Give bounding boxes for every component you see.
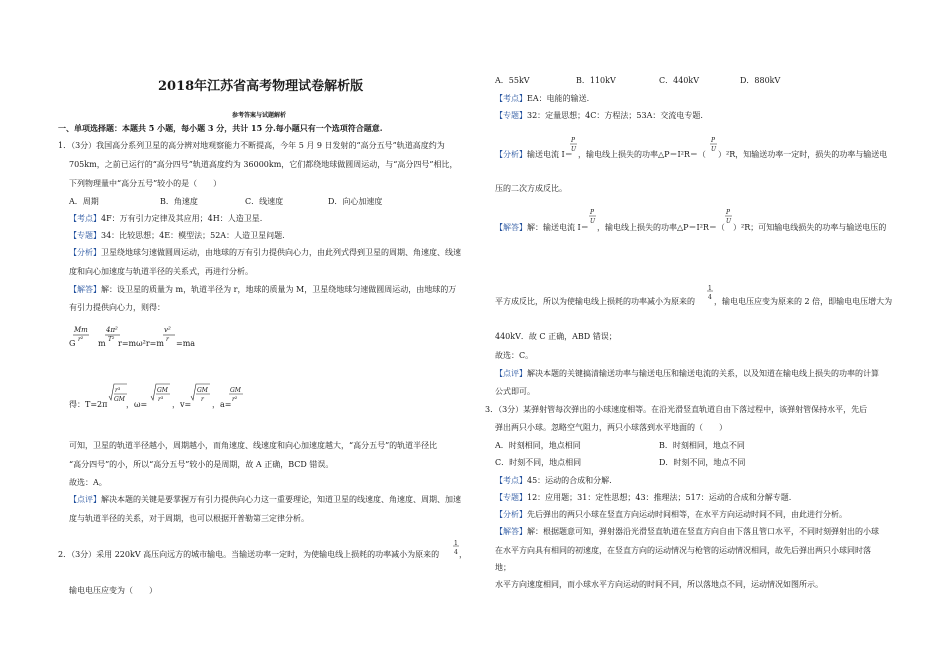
q2-zhuanti <box>495 110 703 121</box>
formula2-gm4: GM <box>230 387 241 394</box>
q1-zhuanti <box>69 230 285 241</box>
fenxi-frac1-num: P <box>571 137 576 144</box>
q2-jieda-line2b: ，输电电压应变为原来的 2 倍，即输电电压增大为 <box>714 297 893 306</box>
q1-option-b: B．角速度 <box>160 197 198 206</box>
kaodian-tag: 【考点】 <box>495 94 527 103</box>
q3-jieda-line3: 地； <box>495 563 511 572</box>
q1-dianping-line1 <box>69 494 461 505</box>
q1-option-d: D．向心加速度 <box>328 197 383 206</box>
q3-stem-line1: 3．（3分）某弹射管每次弹出的小球速度相等。在沿光滑竖直轨道自由下落过程中，该弹射管保持水平，先后 <box>485 405 868 414</box>
q3-jieda-line2: 在水平方向具有相同的初速度，在竖直方向的运动情况与枪管的运动情况相同，故先后弹出两只小球同时落 <box>495 546 871 555</box>
kaodian-text: 4F：万有引力定律及其应用；4H：人造卫星. <box>101 214 263 223</box>
q1-jieda-line1 <box>69 284 456 295</box>
fenxi-frac1-den: U <box>571 146 577 153</box>
formula1-den1: r² <box>78 336 84 343</box>
q2-option-b: B．110kV <box>576 76 616 85</box>
kaodian-text: EA：电能的输送. <box>527 94 590 103</box>
q1-stem-line1: 1．（3分）我国高分系列卫星的高分辨对地观察能力不断提高，今年 5 月 9 日发射的“高分五号”轨道高度约为 <box>58 141 445 150</box>
fenxi-frac2-den: U <box>711 146 717 153</box>
q2-kaodian <box>495 93 589 104</box>
q1-answer-line2: “高分四号”的小，所以“高分五号”较小的是周期，故 A 正确，BCD 错误。 <box>69 460 334 469</box>
q2-frac-den: 4 <box>454 549 458 556</box>
q2-jieda-line2a: 平方成反比，所以为使输电线上损耗的功率减小为原来的 <box>495 297 695 306</box>
q2-frac-num: 1 <box>454 540 458 547</box>
formula1-num3: v² <box>164 326 171 334</box>
q1-stem-line2: 705km，之前已运行的“高分四号”轨道高度约为 36000km，它们都绕地球做圆周运动，与“高分四号”相比， <box>69 160 458 169</box>
q1-fenxi-line2: 度和向心加速度与轨道半径的关系式，再进行分析。 <box>69 267 253 276</box>
formula1-den2: T² <box>108 336 115 343</box>
formula1-m: m <box>98 339 106 348</box>
q2-dianping-line1 <box>495 368 879 379</box>
jieda-frac1-num: P <box>590 209 595 216</box>
q1-jieda-line2: 有引力提供向心力，则得： <box>69 303 165 312</box>
formula1-g: G <box>69 339 76 348</box>
zhuanti-tag: 【专题】 <box>495 493 527 502</box>
dianping-text: 解决本题的关键搞清输送功率与输送电压和输送电流的关系，以及知道在输电线上损失的功率的计算 <box>527 369 879 378</box>
dianping-tag: 【点评】 <box>495 369 527 378</box>
jieda-frac2-den: U <box>726 218 732 225</box>
jieda-frac2-num: P <box>726 209 731 216</box>
q2-fenxi-line2: 压的二次方成反比。 <box>495 184 567 193</box>
formula2-gm2: GM <box>157 387 168 394</box>
zhuanti-text: 12：应用题；31：定性思想；43：推理法；517：运动的合成和分解专题. <box>527 493 792 502</box>
zhuanti-tag: 【专题】 <box>495 111 527 120</box>
jieda-tag: 【解答】 <box>495 223 527 232</box>
formula2-r3: r³ <box>115 387 121 394</box>
fenxi-tag: 【分析】 <box>495 150 527 159</box>
jieda-text: 解：根据题意可知，弹射器沿光滑竖直轨道在竖直方向自由下落且管口水平，不同时刻弹射出的小球 <box>527 527 879 536</box>
formula1-mid: r=mω²r=m <box>118 339 164 348</box>
q3-option-c: C．时刻不同，地点相同 <box>495 458 582 467</box>
q1-kaodian <box>69 213 262 224</box>
jieda-text-a: 解：输送电流 I＝ <box>527 223 589 232</box>
q2-option-d: D．880kV <box>740 76 781 85</box>
formula2-omega: ，ω= <box>126 400 148 409</box>
formula1-num1: Mm <box>74 326 88 334</box>
jieda-tag: 【解答】 <box>69 285 101 294</box>
jieda-quarter-den: 4 <box>708 294 712 301</box>
fenxi-text: 先后弹出的两只小球在竖直方向运动时间相等，在水平方向运动时间不同，由此进行分析。 <box>527 510 847 519</box>
formula2-t: 得：T=2π <box>69 400 108 409</box>
kaodian-text: 45：运动的合成和分解. <box>527 476 612 485</box>
fenxi-tag: 【分析】 <box>69 248 101 257</box>
q1-answer-line1: 可知，卫星的轨道半径越小，周期越小，而角速度、线速度和向心加速度越大，“高分五号”的轨道半径比 <box>69 441 438 450</box>
formula2-r3b: r³ <box>158 396 164 403</box>
q2-fenxi-a <box>495 149 573 160</box>
formula2-v: ，v= <box>172 400 192 409</box>
zhuanti-tag: 【专题】 <box>69 231 101 240</box>
q3-kaodian <box>495 475 612 486</box>
formula1-end: =ma <box>176 339 196 348</box>
q1-fenxi-line1 <box>69 247 461 258</box>
q3-option-d: D．时刻不同，地点不同 <box>659 458 746 467</box>
q2-jieda-line3: 440kV．故 C 正确，ABD 错误； <box>495 332 617 341</box>
document-title: 2018年江苏省高考物理试卷解析版 <box>158 79 364 94</box>
q2-jieda-b: ，输电线上损失的功率△P＝I²R＝（ <box>597 223 725 232</box>
q2-option-a: A．55kV <box>495 76 530 85</box>
q2-jieda-a <box>495 222 589 233</box>
document-subtitle: 参考答案与试题解析 <box>232 112 287 119</box>
fenxi-tag: 【分析】 <box>495 510 527 519</box>
q3-option-a: A．时刻相同，地点相同 <box>495 441 581 450</box>
jieda-frac1-den: U <box>590 218 596 225</box>
zhuanti-text: 34：比较思想；4E：模型法；52A：人造卫星问题. <box>101 231 285 240</box>
q3-fenxi <box>495 509 847 520</box>
q3-option-b: B．时刻相同，地点不同 <box>659 441 745 450</box>
formula1-den3: r <box>166 336 169 343</box>
fenxi-text: 卫星绕地球匀速做圆周运动，由地球的万有引力提供向心力，由此列式得到卫星的周期、角速度、线速 <box>101 248 461 257</box>
fenxi-frac2-num: P <box>711 137 716 144</box>
kaodian-tag: 【考点】 <box>495 476 527 485</box>
q1-stem-line3: 下列物理量中“高分五号”较小的是（ ） <box>69 179 222 188</box>
q1-dianping-line2: 度与轨道半径的关系，对于周期，也可以根据开普勒第三定律分析。 <box>69 514 309 523</box>
fenxi-text-a: 输送电流 I＝ <box>527 150 573 159</box>
q3-zhuanti <box>495 492 791 503</box>
formula2-gm: GM <box>114 396 125 403</box>
formula2-r: r <box>201 396 204 403</box>
q2-option-c: C．440kV <box>659 76 700 85</box>
q1-option-c: C．线速度 <box>245 197 284 206</box>
q3-jieda-line1 <box>495 526 879 537</box>
kaodian-tag: 【考点】 <box>69 214 101 223</box>
formula2-a: ，a= <box>212 400 232 409</box>
q1-choice: 故选：A。 <box>69 478 107 487</box>
zhuanti-text: 32：定量思想；4C：方程法；53A：交流电专题. <box>527 111 703 120</box>
q2-dianping-line2: 公式即可。 <box>495 387 535 396</box>
q3-stem-line2: 弹出两只小球。忽略空气阻力，两只小球落到水平地面的（ ） <box>495 423 727 432</box>
jieda-quarter-num: 1 <box>708 285 712 292</box>
formula2-gm3: GM <box>197 387 208 394</box>
q2-stem-comma: ， <box>459 550 467 559</box>
q2-fenxi-c: ）²R，知输送功率一定时，损失的功率与输送电 <box>718 150 888 159</box>
dianping-tag: 【点评】 <box>69 495 101 504</box>
dianping-text: 解决本题的关键是要掌握万有引力提供向心力这一重要理论，知道卫星的线速度、角速度、周期、加速 <box>101 495 461 504</box>
q1-option-a: A．周期 <box>69 197 99 206</box>
q2-stem-line2: 输电电压应变为（ ） <box>69 586 157 595</box>
q2-jieda-c: ）²R；可知输电线损失的功率与输送电压的 <box>733 223 887 232</box>
formula1-num2: 4π² <box>106 326 118 334</box>
q2-choice: 故选：C。 <box>495 351 534 360</box>
jieda-text: 解：设卫星的质量为 m，轨道半径为 r，地球的质量为 M，卫星绕地球匀速做圆周运动，由地球的万 <box>101 285 457 294</box>
formula2-r2: r² <box>232 396 238 403</box>
jieda-tag: 【解答】 <box>495 527 527 536</box>
q3-jieda-line4: 水平方向速度相同，而小球水平方向运动的时间不同，所以落地点不同，运动情况如图所示。 <box>495 580 823 589</box>
q2-fenxi-b: ，输电线上损失的功率△P＝I²R＝（ <box>578 150 706 159</box>
q2-stem-line1: 2．（3分）采用 220kV 高压向远方的城市输电。当输送功率一定时，为使输电线上损耗的功率减小为原来的 <box>58 550 440 559</box>
section-heading: 一、单项选择题：本题共 5 小题，每小题 3 分，共计 15 分.每小题只有一个选项符合题意. <box>58 123 383 133</box>
